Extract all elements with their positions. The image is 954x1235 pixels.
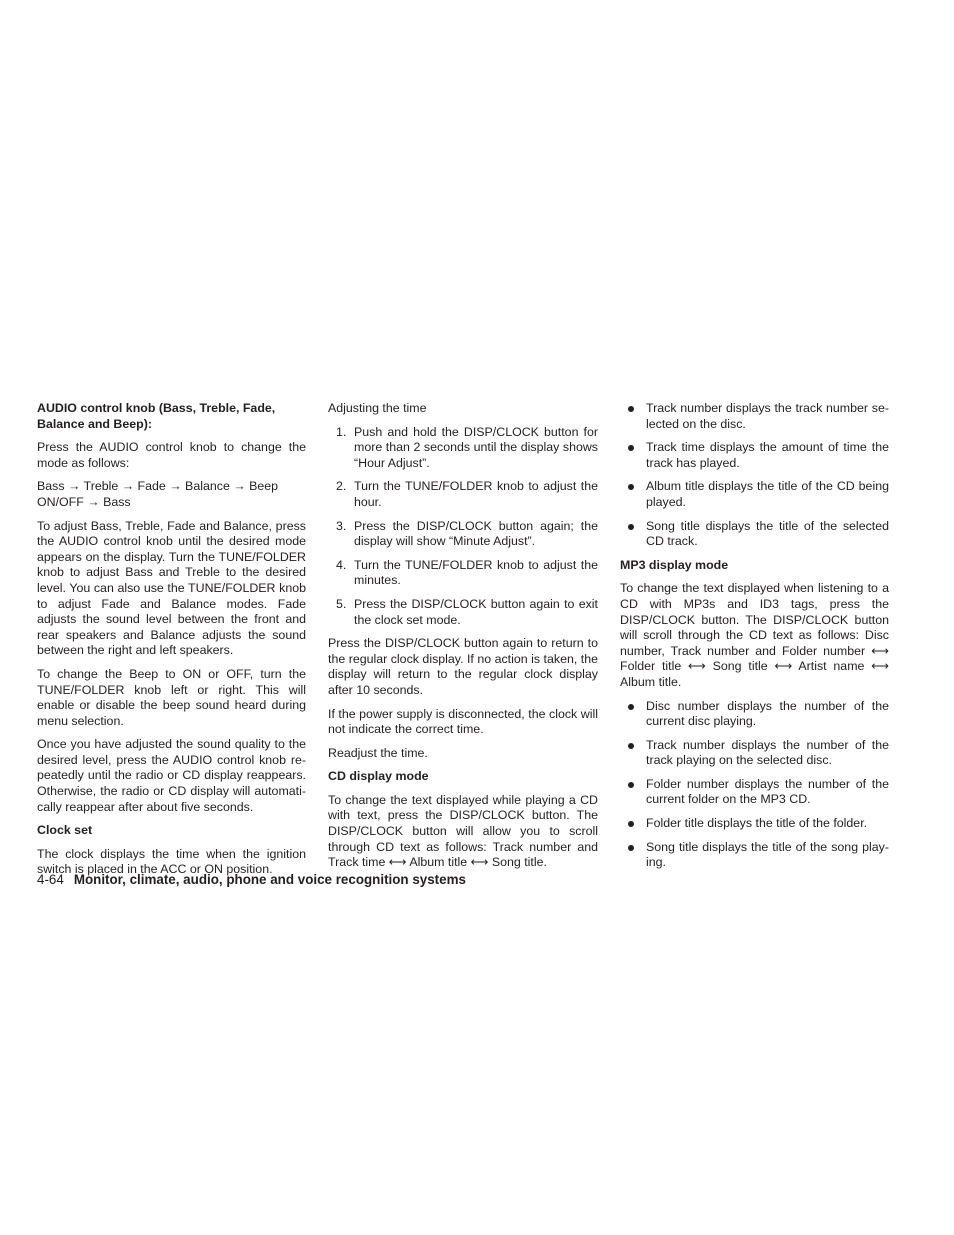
bullet-icon <box>628 743 634 749</box>
power-disconnect-paragraph: If the power supply is disconnected, the clock will not indicate the correct time. <box>328 706 598 737</box>
clock-set-heading: Clock set <box>37 823 93 838</box>
list-item <box>328 479 598 510</box>
return-display-paragraph: Press the DISP/CLOCK button again to return to the regular clock display. If no action is taken, the display will return to the regular clock display after 10 seconds. <box>328 636 598 697</box>
bullet-text: Track time displays the amount of time the track has played. <box>646 440 889 470</box>
step-number: 2. <box>336 479 347 494</box>
step-number: 3. <box>336 518 347 533</box>
bullet-icon <box>628 704 634 710</box>
cd-display-paragraph: To change the text displayed while playing a CD with text, press the DISP/CLOCK button. The DISP/CLOCK button will allow you to scroll through CD text as follows: Track number and Track time ⟷ Album title ⟷ Song title. <box>328 792 598 870</box>
bullet-text: Folder title displays the title of the folder. <box>646 816 868 831</box>
bullet-text: Track number displays the number of the track playing on the selected disc. <box>646 737 889 768</box>
audio-knob-heading: AUDIO control knob (Bass, Treble, Fade, Balance and Beep): <box>37 401 276 431</box>
list-item <box>328 597 598 628</box>
column-3 <box>620 401 889 879</box>
step-text: Press the DISP/CLOCK button again; the display will show “Minute Adjust”. <box>354 518 598 549</box>
bullet-icon <box>628 484 634 490</box>
step-number: 5. <box>336 596 347 611</box>
list-item <box>620 519 889 550</box>
step-text: Turn the TUNE/FOLDER knob to adjust the minutes. <box>354 557 598 588</box>
mp3-display-heading: MP3 display mode <box>620 557 729 572</box>
list-item <box>620 738 889 769</box>
list-item <box>620 777 889 808</box>
list-item <box>328 558 598 589</box>
list-item <box>620 479 889 510</box>
bullet-text: Song title displays the title of the selected CD track. <box>646 518 889 549</box>
list-item <box>620 816 889 832</box>
mp3-text-bullets <box>620 699 889 871</box>
bullet-icon <box>628 524 634 530</box>
list-item <box>620 440 889 471</box>
clock-steps-list <box>328 425 598 629</box>
list-item <box>620 699 889 730</box>
mp3-display-paragraph: To change the text displayed when listening to a CD with MP3s and ID3 tags, press the DISP/CLOCK button. The DISP/CLOCK button will scroll through the CD text as follows: Disc number, Track number and Folder number ⟷ Folder title ⟷ Song title ⟷ Artist name ⟷ Album title. <box>620 581 889 689</box>
bullet-text: Disc number displays the number of the current disc playing. <box>646 698 889 729</box>
page-number: 4-64 <box>37 872 64 887</box>
adjust-bass-treble-paragraph: To adjust Bass, Treble, Fade and Balance, press the AUDIO control knob until the desired mode appears on the display. Turn the TUNE/FOLDER knob to adjust Bass and Treble to the desired level. You can also use the TUNE/FOLDER knob to adjust Fade and Balance modes. Fade adjusts the sound level between the front and rear speakers and Balance adjusts the sound between the right and left speakers. <box>37 518 306 658</box>
list-item <box>620 840 889 871</box>
adjusting-time-intro: Adjusting the time <box>328 401 427 415</box>
cd-display-heading: CD display mode <box>328 769 429 784</box>
sound-quality-paragraph: Once you have adjusted the sound quality to the desired level, press the AUDIO control knob repeatedly until the radio or CD display reappears. Otherwise, the radio or CD display will automatically reappear after about five seconds. <box>37 737 306 814</box>
bullet-icon <box>628 406 634 412</box>
bullet-text: Track number displays the track number selected on the disc. <box>646 401 889 431</box>
column-1 <box>37 401 306 886</box>
audio-mode-sequence: Bass → Treble → Fade → Balance → Beep ON/OFF → Bass <box>37 479 279 509</box>
readjust-paragraph: Readjust the time. <box>328 745 428 760</box>
column-2 <box>328 401 598 879</box>
bullet-text: Folder number displays the number of the current folder on the MP3 CD. <box>646 776 889 807</box>
bullet-text: Album title displays the title of the CD being played. <box>646 479 889 509</box>
list-item <box>328 425 598 472</box>
bullet-icon <box>628 445 634 451</box>
audio-mode-intro: Press the AUDIO control knob to change the mode as follows: <box>37 440 306 470</box>
section-title: Monitor, climate, audio, phone and voice recognition systems <box>73 872 466 887</box>
step-text: Press the DISP/CLOCK button again to exit the clock set mode. <box>354 596 598 627</box>
step-number: 1. <box>336 424 347 439</box>
list-item <box>620 401 889 432</box>
step-text: Push and hold the DISP/CLOCK button for more than 2 seconds until the display shows “Hour Adjust”. <box>354 424 598 470</box>
page-footer <box>37 871 466 888</box>
step-text: Turn the TUNE/FOLDER knob to adjust the hour. <box>354 479 598 509</box>
cd-text-bullets <box>620 401 889 550</box>
bullet-text: Song title displays the title of the song playing. <box>646 839 889 870</box>
list-item <box>328 519 598 550</box>
clock-intro-paragraph: The clock displays the time when the ignition switch is placed in the ACC or ON position. <box>37 846 306 877</box>
bullet-icon <box>628 782 634 788</box>
beep-paragraph: To change the Beep to ON or OFF, turn the TUNE/FOLDER knob left or right. This will enable or disable the beep sound heard during menu selection. <box>37 666 306 728</box>
step-number: 4. <box>336 557 347 572</box>
bullet-icon <box>628 821 634 827</box>
bullet-icon <box>628 845 634 851</box>
